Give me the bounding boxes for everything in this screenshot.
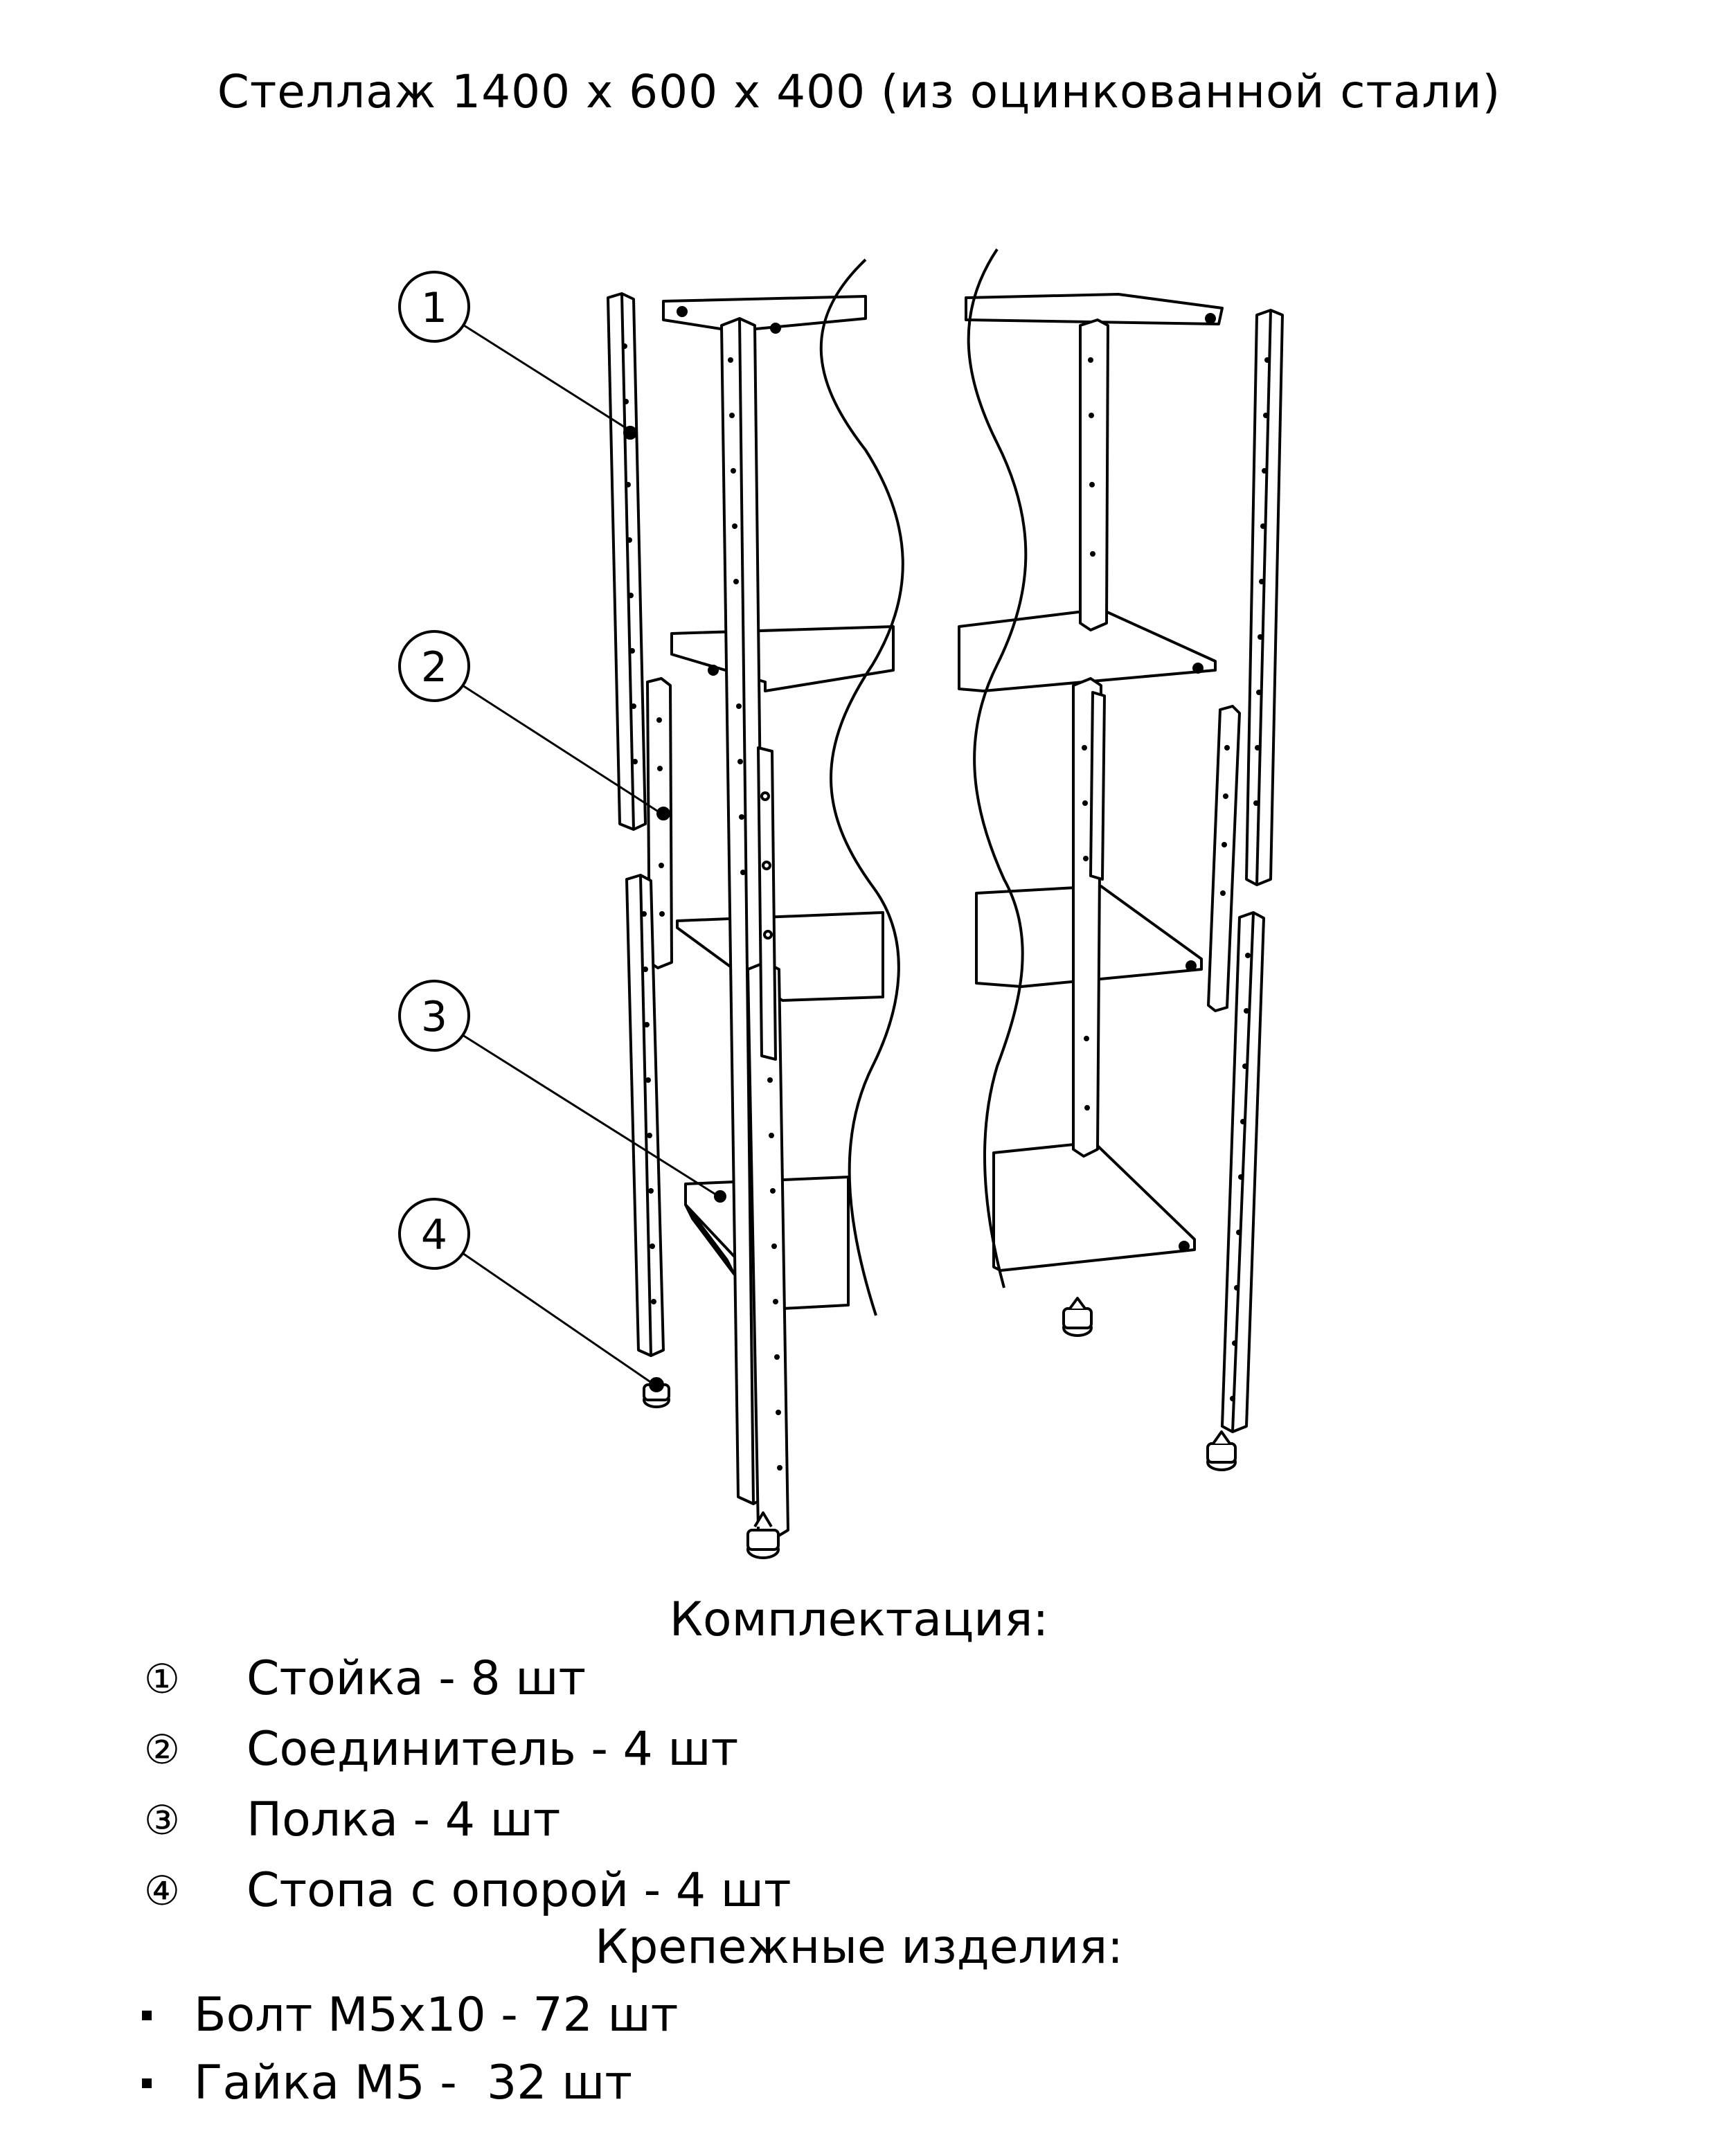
callout-4-label: 4	[420, 1211, 448, 1259]
break-line-right	[969, 249, 1026, 1288]
kit-item-text: Стойка - 8 шт	[247, 1651, 587, 1706]
callout-1	[400, 272, 630, 431]
kit-item-marker: ①	[144, 1655, 180, 1703]
kit-item-text: Полка - 4 шт	[247, 1793, 561, 1847]
fastener-item-bolt	[142, 1984, 1250, 2047]
kit-item-marker: ④	[144, 1867, 180, 1914]
foot-rear	[1064, 1298, 1091, 1336]
bullet-icon	[142, 2078, 152, 2088]
callout-4	[400, 1199, 654, 1385]
kit-item-text: Соединитель - 4 шт	[247, 1722, 739, 1777]
bullet-icon	[142, 2011, 152, 2020]
kit-heading: Комплектация:	[669, 1592, 1049, 1647]
kit-item-upright	[144, 1648, 1252, 1710]
kit-item-text: Стопа с опорой - 4 шт	[247, 1863, 791, 1918]
callout-1-label: 1	[420, 284, 448, 332]
kit-item-foot	[144, 1860, 1252, 1922]
fastener-item-text: Болт М5х10 - 72 шт	[194, 1988, 679, 2042]
upright-exploded-right-top	[1246, 310, 1282, 885]
page-title: Стеллаж 1400 х 600 х 400 (из оцинкованной стали)	[217, 65, 1501, 118]
kit-item-marker: ②	[144, 1726, 180, 1773]
break-line-left	[821, 260, 903, 1315]
connector-exploded-right	[1208, 706, 1240, 1011]
connector-rear-right	[1091, 692, 1104, 879]
foot-left	[644, 1378, 669, 1407]
callout-3	[400, 981, 719, 1196]
fastener-item-nut	[142, 2052, 1250, 2114]
connector-front-left	[758, 748, 776, 1059]
fastener-item-text: Гайка М5 - 32 шт	[194, 2056, 632, 2110]
upright-exploded-left-top	[608, 294, 645, 829]
callout-3-label: 3	[420, 993, 448, 1041]
callout-2-label: 2	[420, 643, 448, 692]
fasteners-heading: Крепежные изделия:	[594, 1920, 1124, 1975]
foot-right	[1208, 1432, 1235, 1470]
kit-item-connector	[144, 1718, 1252, 1781]
kit-item-marker: ③	[144, 1797, 180, 1844]
kit-item-shelf	[144, 1789, 1252, 1851]
